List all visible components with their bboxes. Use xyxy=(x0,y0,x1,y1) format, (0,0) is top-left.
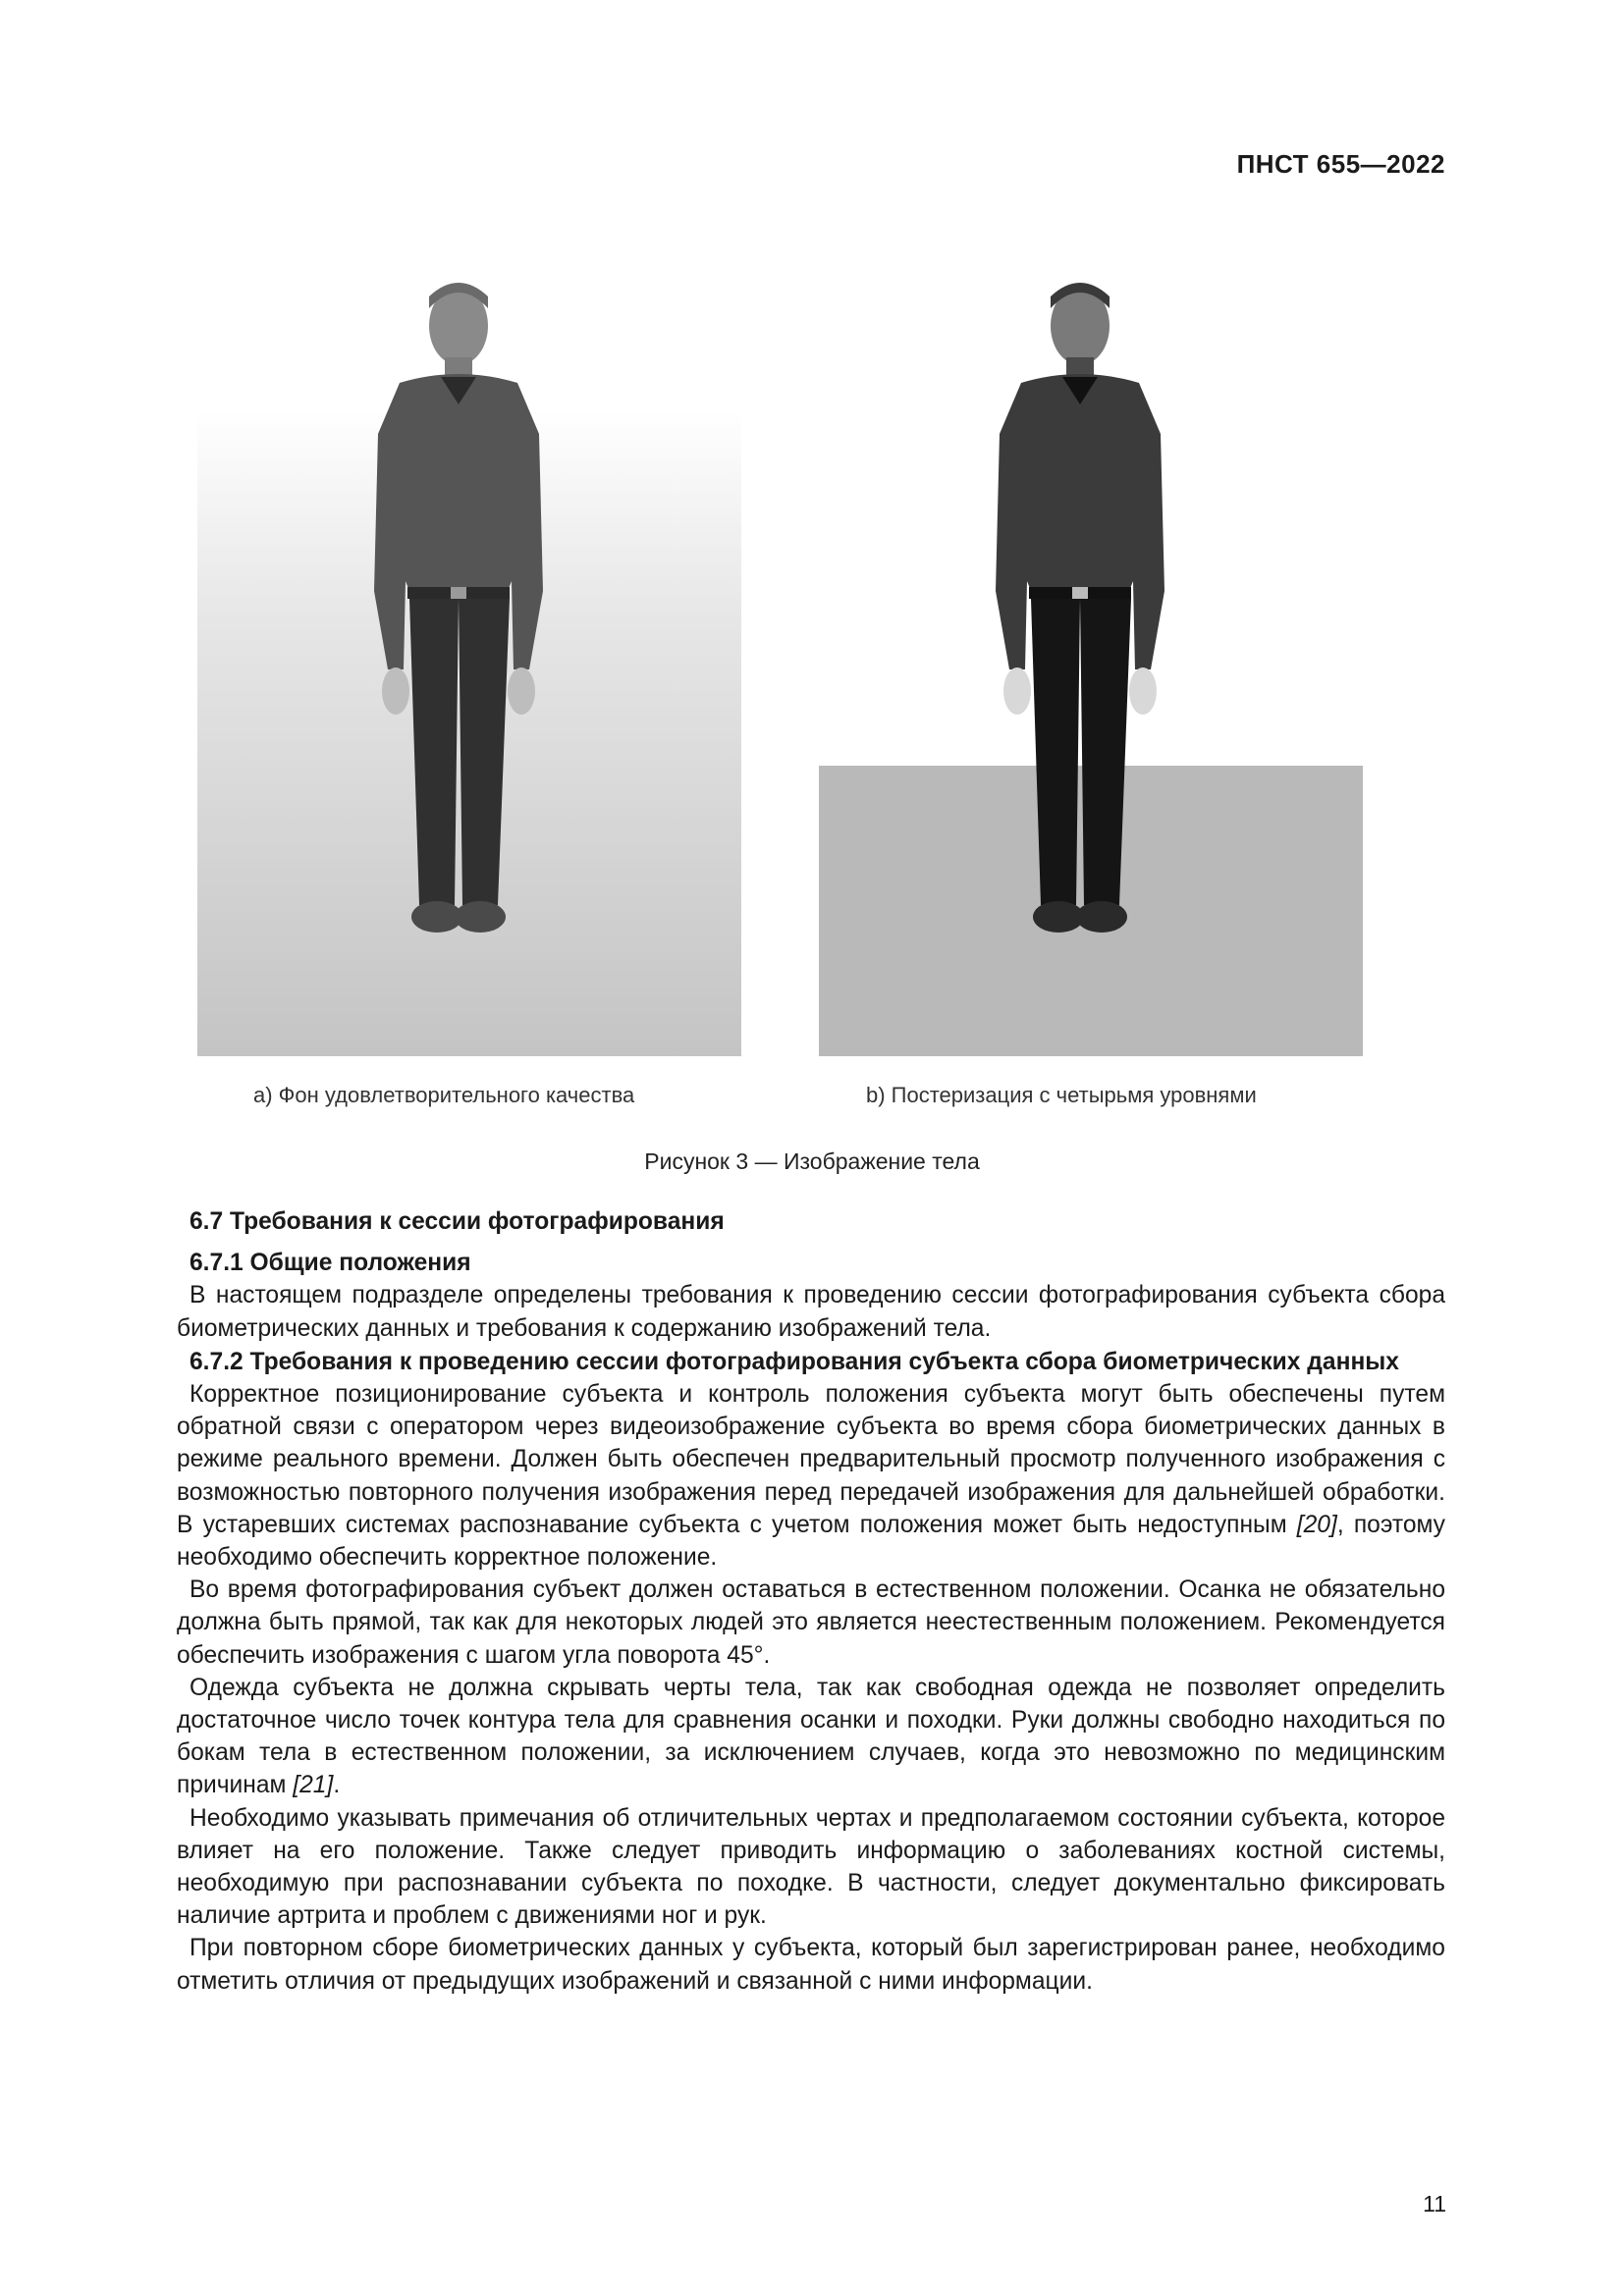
reference-link: [21] xyxy=(293,1772,334,1799)
standing-person-figure-posterized xyxy=(819,267,1363,1056)
body-photo-satisfactory-background xyxy=(197,267,741,1056)
figure-subcaption-a: а) Фон удовлетворительного качества xyxy=(253,1083,635,1107)
paragraph: При повторном сборе биометрических данных у субъекта, который был зарегистрирован ранее, необходимо отметить отличия от предыдущих изображений и связанной с ними информации. xyxy=(177,1935,1445,1995)
body-photo-posterization xyxy=(819,267,1363,1056)
subsection-heading-session: 6.7.2 Требования к проведению сессии фотографирования субъекта сбора биометрических данных xyxy=(189,1348,1399,1375)
paragraph: Корректное позиционирование субъекта и контроль положения субъекта могут быть обеспечены путем обратной связи с оператором через видеоизображение субъекта во время сбора биометрических данных в режиме реального времени. Должен быть обеспечен предварительный просмотр полученного изображения с возможностью повторного получения изображения перед передачей изображения для дальнейшей обработки. В устаревших системах распознавание субъекта с учетом положения может быть недоступным [20], поэтому необходимо обеспечить корректное положение. xyxy=(177,1381,1445,1572)
figure-subcaption-b: b) Постеризация с четырьмя уровнями xyxy=(866,1083,1257,1107)
page-number: 11 xyxy=(1423,2191,1446,2216)
reference-link: [20] xyxy=(1296,1511,1337,1538)
paragraph: Одежда субъекта не должна скрывать черты тела, так как свободная одежда не позволяет определить достаточное число точек контура тела для сравнения осанки и походки. Руки должны свободно находиться по бокам тела в естественном положении, за исключением случаев, когда это невозможно по медицинским причинам [21]. xyxy=(177,1674,1445,1799)
figure-caption: Рисунок 3 — Изображение тела xyxy=(644,1148,980,1174)
subsection-heading-general: 6.7.1 Общие положения xyxy=(189,1250,471,1277)
paragraph: Во время фотографирования субъект должен оставаться в естественном положении. Осанка не обязательно должна быть прямой, так как для некоторых людей это является неестественным положением. Рекомендуется обеспечить изображения с шагом угла поворота 45°. xyxy=(177,1576,1445,1669)
paragraph: Необходимо указывать примечания об отличительных чертах и предполагаемом состоянии субъекта, которое влияет на его положение. Также следует приводить информацию о заболеваниях костной системы, необходимую при распознавании субъекта по походке. В частности, следует документально фиксировать наличие артрита и проблем с движениями ног и рук. xyxy=(177,1804,1445,1930)
section-heading: 6.7 Требования к сессии фотографирования xyxy=(189,1208,725,1235)
standing-person-figure xyxy=(197,267,741,1056)
document-code: ПНСТ 655—2022 xyxy=(1236,149,1445,179)
document-body xyxy=(177,1201,1445,1998)
paragraph: В настоящем подразделе определены требования к проведению сессии фотографирования субъекта сбора биометрических данных и требования к содержанию изображений тела. xyxy=(177,1282,1445,1342)
